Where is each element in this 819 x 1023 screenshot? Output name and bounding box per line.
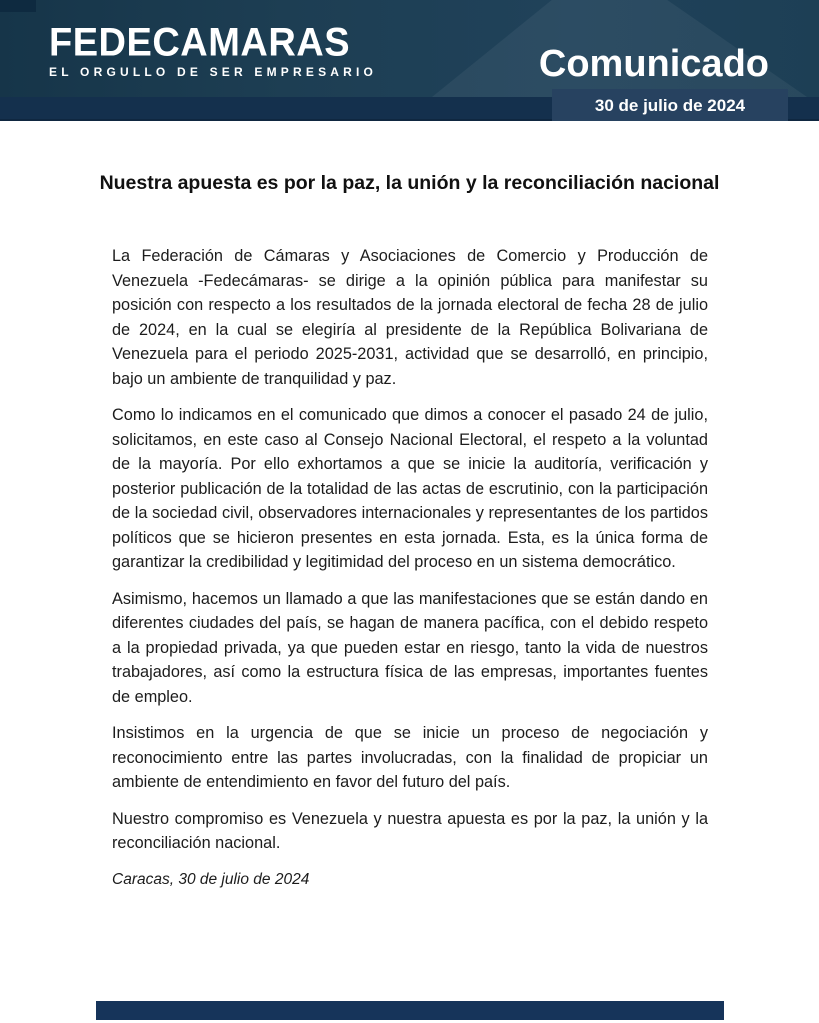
paragraph-5: Nuestro compromiso es Venezuela y nuestra apuesta es por la paz, la unión y la reconciliación nacional. [112,809,708,852]
paragraph-2: Como lo indicamos en el comunicado que dimos a conocer el pasado 24 de julio, solicitamos, en este caso al Consejo Nacional Electoral, el respeto a la voluntad de la mayoría. Por ello exhortamos a que se inicie la auditoría, verificación y posterior publicación de la totalidad de las actas de escrutinio, con la participación de la sociedad civil, observadores internacionales y representantes de los partidos políticos que se hicieron presentes en esta jornada. Esta, es la única forma de garantizar la credibilidad y legitimidad del proceso en un sistema democrático. [112,406,708,571]
header-banner [0,0,819,121]
corner-accent [0,0,36,12]
logo-tagline: EL ORGULLO DE SER EMPRESARIO [49,65,378,79]
document-title: Nuestra apuesta es por la paz, la unión y la reconciliación nacional [99,172,720,194]
footer-bar [96,1001,724,1020]
fedecamaras-logo [49,22,377,79]
paragraph-3: Asimismo, hacemos un llamado a que las manifestaciones que se están dando en diferentes ciudades del país, se hagan de manera pacífica, con el debido respeto a la propiedad privada, ya que pueden estar en riesgo, tanto la vida de nuestros trabajadores, así como la estructura física de las empresas, importantes fuentes de empleo. [112,589,708,706]
logo-wordmark: FEDECAMARAS [49,20,351,65]
date-badge [552,89,788,121]
comunicado-heading: Comunicado [538,43,769,85]
paragraph-1: La Federación de Cámaras y Asociaciones de Comercio y Producción de Venezuela -Fedecámaras- se dirige a la opinión pública para manifestar su posición con respecto a los resultados de la jornada electoral de fecha 28 de julio de 2024, en la cual se elegiría al presidente de la República Bolivariana de Venezuela para el periodo 2025-2031, actividad que se desarrolló, en principio, bajo un ambiente de tranquilidad y paz. [112,247,708,388]
paragraph-4: Insistimos en la urgencia de que se inicie un proceso de negociación y reconocimiento entre las partes involucradas, con la finalidad de propiciar un ambiente de entendimiento en favor del futuro del país. [112,724,708,791]
signoff-line: Caracas, 30 de julio de 2024 [112,870,310,888]
date-badge-text: 30 de julio de 2024 [594,95,746,115]
document-body [112,244,708,904]
